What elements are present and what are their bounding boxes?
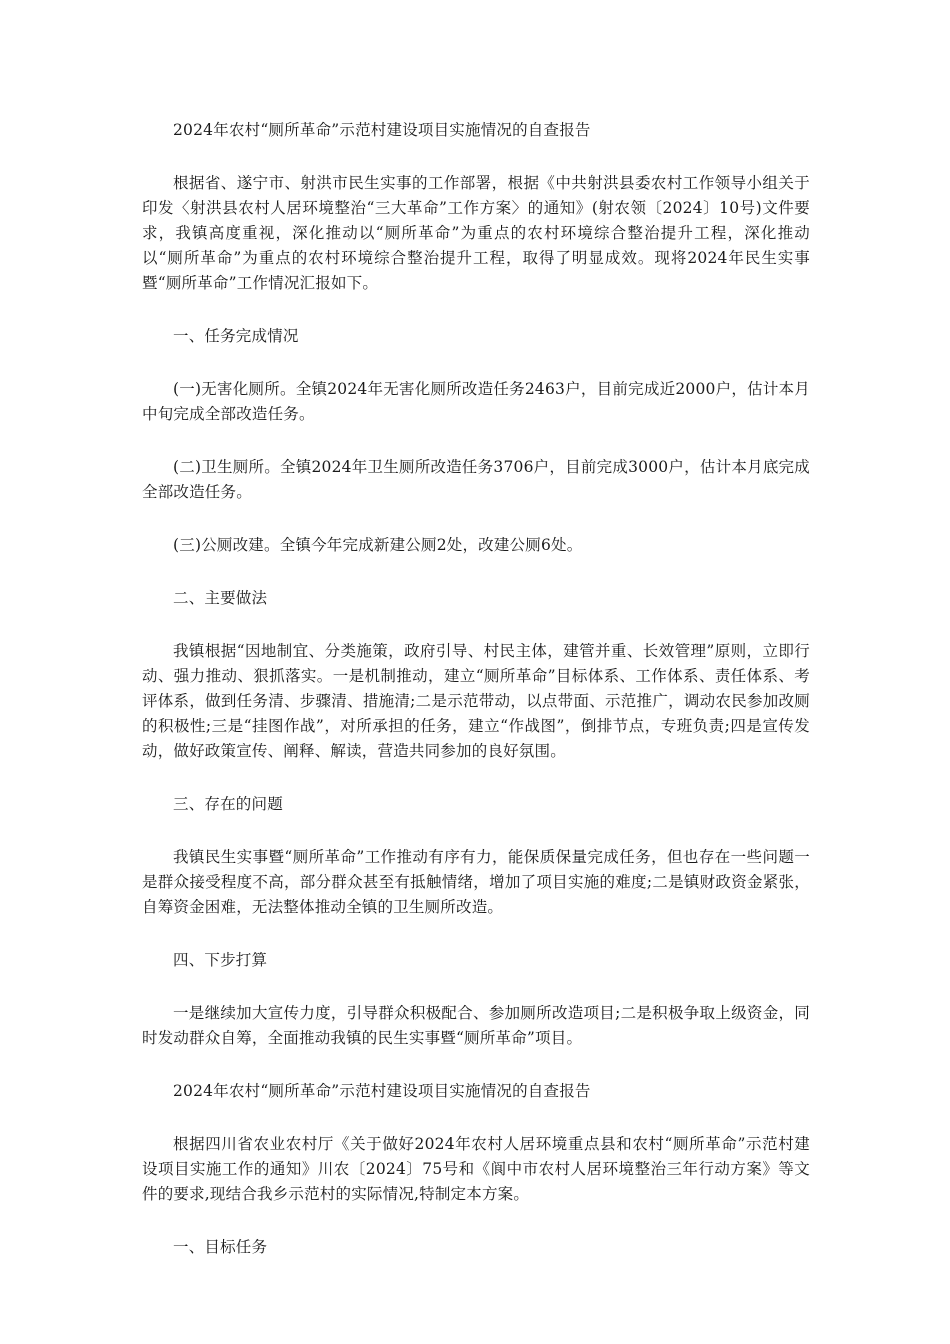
section-heading-next-steps: 四、下步打算 [173,951,268,969]
paragraph-next-steps: 一是继续加大宣传力度，引导群众积极配合、参加厕所改造项目;二是积极争取上级资金，同时发动群众自筹，全面推动我镇的民生实事暨“厕所革命”项目。 [142,1004,810,1047]
paragraph-harmless-toilets: (一)无害化厕所。全镇2024年无害化厕所改造任务2463户，目前完成近2000户，估计本月中旬完成全部改造任务。 [142,380,810,423]
paragraph-problems: 我镇民生实事暨“厕所革命”工作推动有序有力，能保质保量完成任务，但也存在一些问题一是群众接受程度不高，部分群众甚至有抵触情绪，增加了项目实施的难度;二是镇财政资金紧张，自筹资金困难，无法整体推动全镇的卫生厕所改造。 [142,848,810,916]
intro-paragraph: 根据省、遂宁市、射洪市民生实事的工作部署，根据《中共射洪县委农村工作领导小组关于印发〈射洪县农村人居环境整治“三大革命”工作方案〉的通知》(射农领〔2024〕10号)文件要求，我镇高度重视，深化推动以“厕所革命”为重点的农村环境综合整治提升工程，深化推动以“厕所革命”为重点的农村环境综合整治提升工程，取得了明显成效。现将2024年民生实事暨“厕所革命”工作情况汇报如下。 [142,174,810,292]
section-heading-objectives: 一、目标任务 [173,1238,268,1256]
paragraph-public-toilets: (三)公厕改建。全镇今年完成新建公厕2处，改建公厕6处。 [173,536,583,554]
paragraph-sanitary-toilets: (二)卫生厕所。全镇2024年卫生厕所改造任务3706户，目前完成3000户，估计本月底完成全部改造任务。 [142,458,810,501]
paragraph-main-practices: 我镇根据“因地制宜、分类施策，政府引导、村民主体，建管并重、长效管理”原则，立即行动、强力推动、狠抓落实。一是机制推动，建立“厕所革命”目标体系、工作体系、责任体系、考评体系，做到任务清、步骤清、措施清;二是示范带动，以点带面、示范推广，调动农民参加改厕的积极性;三是“挂图作战”，对所承担的任务，建立“作战图”，倒排节点，专班负责;四是宣传发动，做好政策宣传、阐释、解读，营造共同参加的良好氛围。 [142,642,810,760]
document-page [142,118,810,1288]
intro-paragraph-second: 根据四川省农业农村厅《关于做好2024年农村人居环境重点县和农村“厕所革命”示范村建设项目实施工作的通知》川农〔2024〕75号和《阆中市农村人居环境整治三年行动方案》等文件的要求,现结合我乡示范村的实际情况,特制定本方案。 [142,1135,810,1203]
document-title: 2024年农村“厕所革命”示范村建设项目实施情况的自查报告 [173,121,591,139]
section-heading-main-practices: 二、主要做法 [173,589,268,607]
section-heading-problems: 三、存在的问题 [173,795,283,813]
document-title-second: 2024年农村“厕所革命”示范村建设项目实施情况的自查报告 [173,1082,591,1100]
section-heading-task-completion: 一、任务完成情况 [173,327,299,345]
